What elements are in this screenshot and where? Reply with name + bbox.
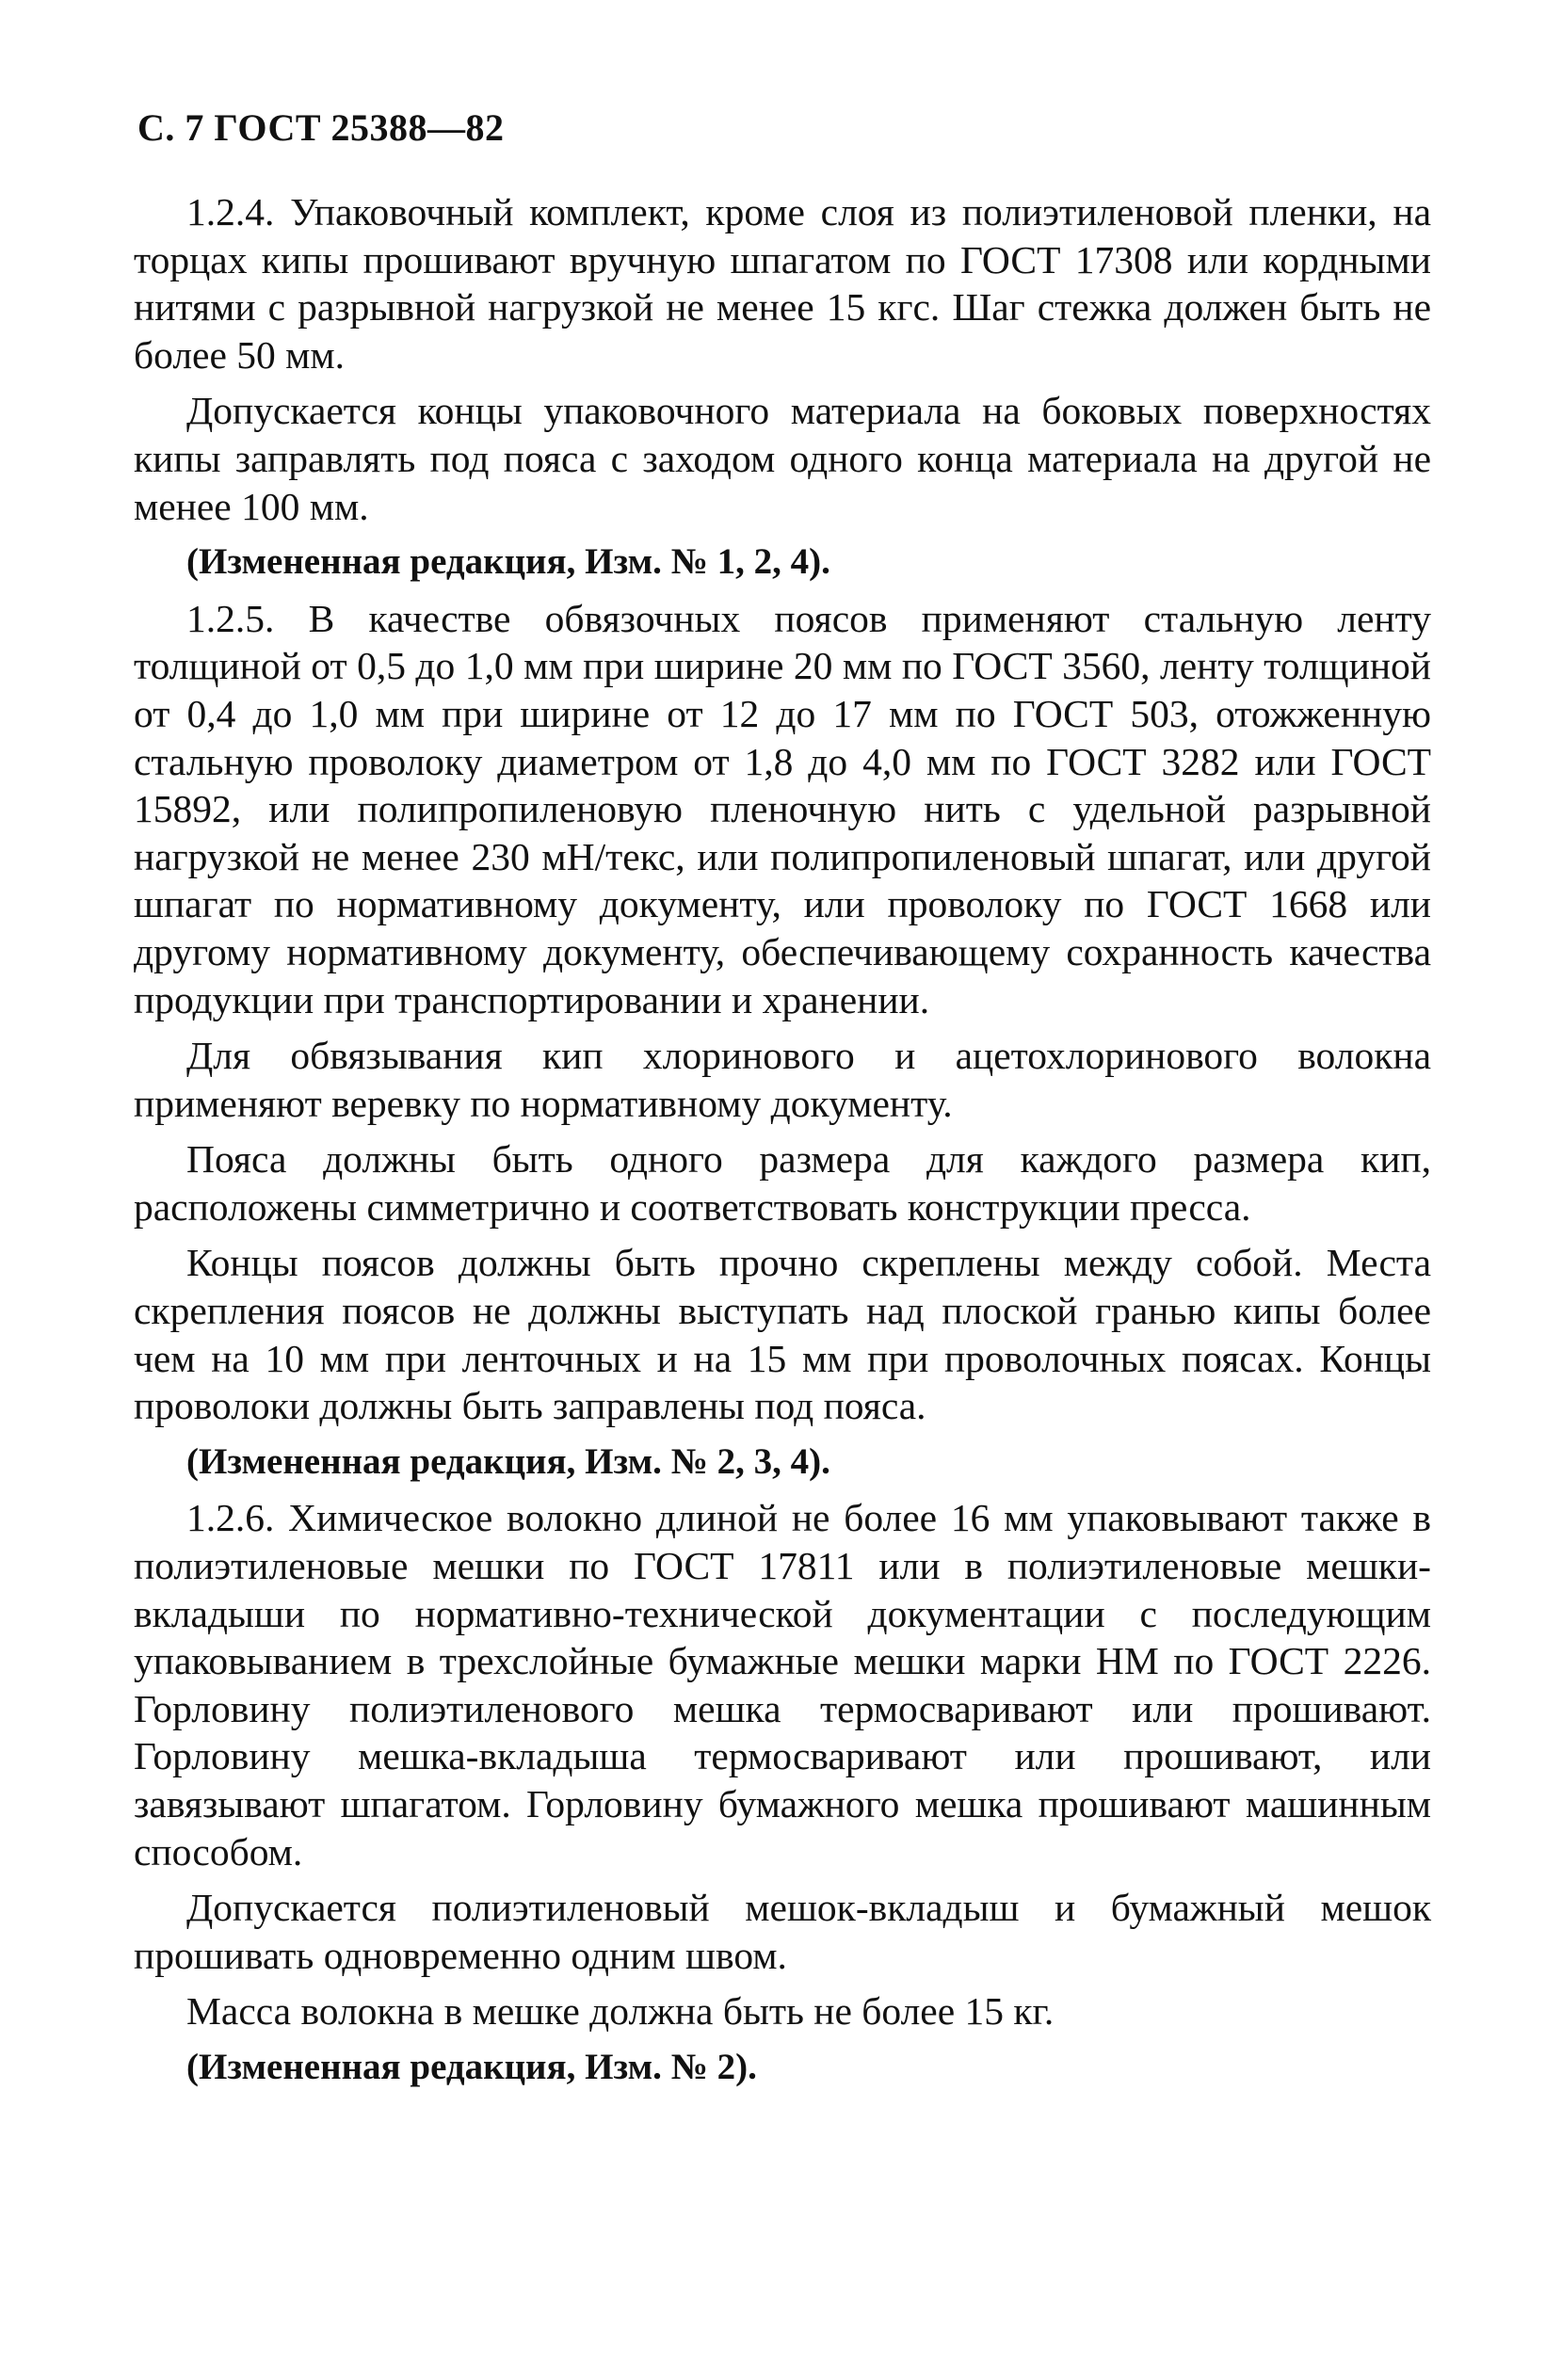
paragraph-1-2-4-allowance: Допускается концы упаковочного материала на боковых поверхностях кипы заправлять под пояса с заходом одного конца материала на другой не менее 100 мм. [134,389,1431,528]
amendment-note: (Измененная редакция, Изм. № 2, 3, 4). [186,1440,830,1482]
amendment-note: (Измененная редакция, Изм. № 2). [186,2046,757,2087]
paragraph-1-2-5-belts-size: Пояса должны быть одного размера для каждого размера кип, расположены симметрично и соответствовать конструкции пресса. [134,1137,1431,1229]
paragraph-1-2-5-rope: Для обвязывания кип хлоринового и ацетохлоринового волокна применяют веревку по нормативному документу. [134,1034,1431,1125]
page-header: С. 7 ГОСТ 25388—82 [137,106,505,149]
amendment-note: (Измененная редакция, Изм. № 1, 2, 4). [186,541,830,583]
paragraph-1-2-6-mass: Масса волокна в мешке должна быть не более 15 кг. [186,1989,1055,2034]
paragraph-1-2-4: 1.2.4. Упаковочный комплект, кроме слоя из полиэтиленовой пленки, на торцах кипы прошивают вручную шпагатом по ГОСТ 17308 или кордными нитями с разрывной нагрузкой не менее 15 кгс. Шаг стежка должен быть не более 50 мм. [134,190,1431,377]
paragraph-1-2-5-belt-ends: Концы поясов должны быть прочно скреплены между собой. Места скрепления поясов не должны выступать над плоской гранью кипы более чем на 10 мм при ленточных и на 15 мм при проволочных поясах. Концы проволоки должны быть заправлены под пояса. [134,1241,1431,1428]
paragraph-1-2-6: 1.2.6. Химическое волокно длиной не более 16 мм упаковывают также в полиэтиленовые мешки по ГОСТ 17811 или в полиэтиленовые мешки-вкладыши по нормативно-технической документации с последующим упаковыванием в трехслойные бумажные мешки марки НМ по ГОСТ 2226. Горловину полиэтиленового мешка термосваривают или прошивают. Горловину мешка-вкладыша термосваривают или прошивают, или завязывают шпагатом. Горловину бумажного мешка прошивают машинным способом. [134,1496,1431,1873]
document-body [134,188,1431,2100]
paragraph-1-2-6-stitching: Допускается полиэтиленовый мешок-вкладыш и бумажный мешок прошивать одновременно одним швом. [134,1886,1431,1977]
paragraph-1-2-5: 1.2.5. В качестве обвязочных поясов применяют стальную ленту толщиной от 0,5 до 1,0 мм при ширине 20 мм по ГОСТ 3560, ленту толщиной от 0,4 до 1,0 мм при ширине от 12 до 17 мм по ГОСТ 503, отожженную стальную проволоку диаметром от 1,8 до 4,0 мм по ГОСТ 3282 или ГОСТ 15892, или полипропиленовую пленочную нить с удельной разрывной нагрузкой не менее 230 мН/текс, или полипропиленовый шпагат, или другой шпагат по нормативному документу, или проволоку по ГОСТ 1668 или другому нормативному документу, обеспечивающему сохранность качества продукции при транспортировании и хранении. [134,596,1431,1021]
